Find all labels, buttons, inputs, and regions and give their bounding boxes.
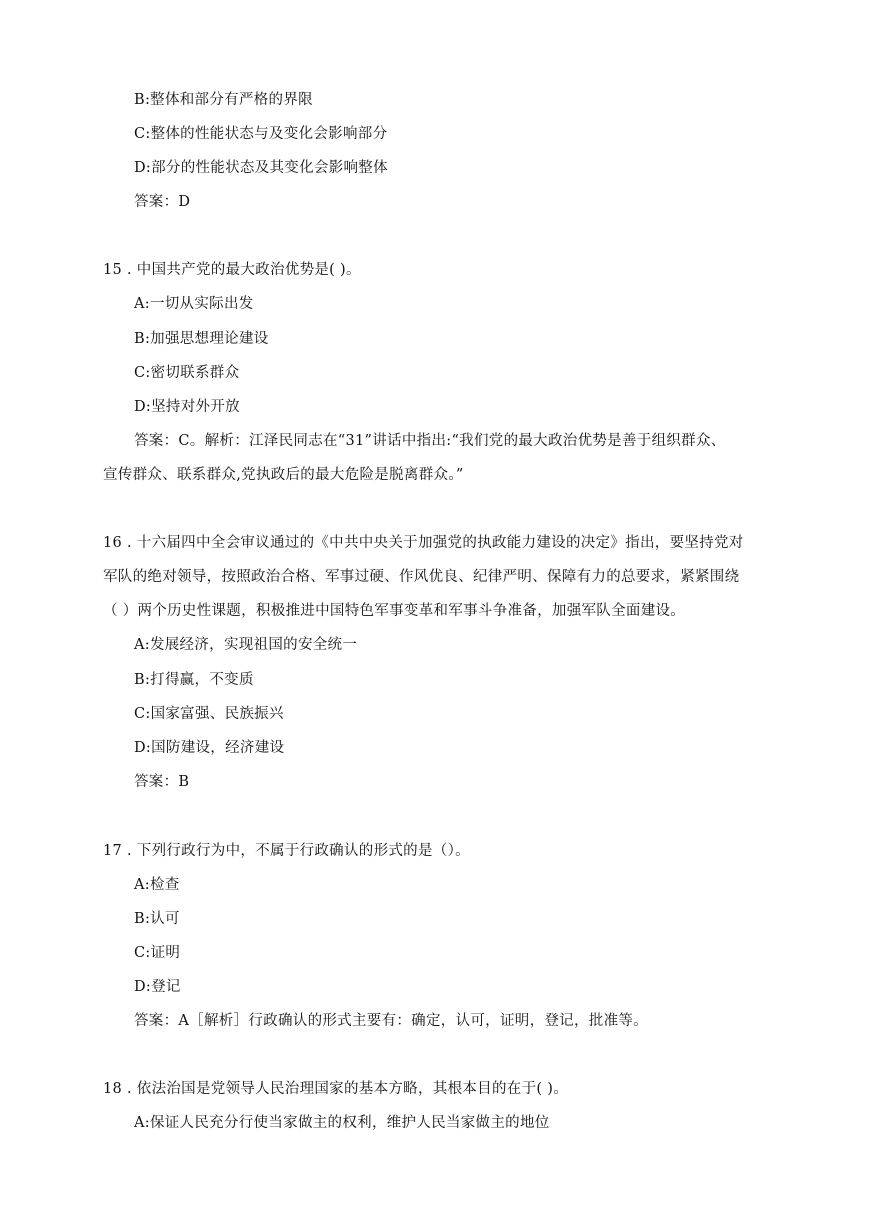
- q16-option-a: A:发展经济，实现祖国的安全统一: [134, 637, 358, 653]
- q16-option-b: B:打得赢，不变质: [134, 672, 254, 688]
- q17-option-c: C:证明: [134, 945, 181, 961]
- q15-option-b: B:加强思想理论建设: [134, 331, 269, 347]
- q18-option-a: A:保证人民充分行使当家做主的权利，维护人民当家做主的地位: [134, 1115, 550, 1131]
- q16-option-d: D:国防建设，经济建设: [134, 740, 285, 756]
- q14-answer: 答案：D: [134, 194, 191, 210]
- q17-option-d: D:登记: [134, 979, 181, 995]
- q16-answer: 答案：B: [134, 774, 190, 790]
- q18-stem: 18 . 依法治国是党领导人民治理国家的基本方略，其根本目的在于( )。: [103, 1081, 568, 1097]
- q17-answer: 答案：A［解析］行政确认的形式主要有：确定，认可，证明，登记，批准等。: [134, 1013, 648, 1029]
- q15-option-a: A:一切从实际出发: [134, 296, 254, 312]
- q17-option-a: A:检查: [134, 877, 180, 893]
- q14-option-c: C:整体的性能状态与及变化会影响部分: [134, 126, 388, 142]
- q15-answer-line1: 答案：C。解析：江泽民同志在“31”讲话中指出:“我们党的最大政治优势是善于组织群众、: [134, 433, 726, 449]
- q15-answer-line2: 宣传群众、联系群众,党执政后的最大危险是脱离群众。”: [103, 467, 464, 483]
- q16-stem-line2: 军队的绝对领导，按照政治合格、军事过硬、作风优良、纪律严明、保障有力的总要求，紧紧围绕: [103, 569, 740, 585]
- q17-stem: 17 . 下列行政行为中，不属于行政确认的形式的是（）。: [103, 843, 470, 859]
- q15-option-d: D:坚持对外开放: [134, 399, 240, 415]
- q14-option-b: B:整体和部分有严格的界限: [134, 92, 313, 108]
- q15-option-c: C:密切联系群众: [134, 365, 240, 381]
- q16-stem-line1: 16 . 十六届四中全会审议通过的《中共中央关于加强党的执政能力建设的决定》指出，要坚持党对: [103, 535, 744, 551]
- q14-option-d: D:部分的性能状态及其变化会影响整体: [134, 160, 388, 176]
- q16-stem-line3: （ ）两个历史性课题，积极推进中国特色军事变革和军事斗争准备，加强军队全面建设。: [103, 603, 686, 619]
- q15-stem: 15 . 中国共产党的最大政治优势是( )。: [103, 262, 361, 278]
- q16-option-c: C:国家富强、民族振兴: [134, 706, 284, 722]
- q17-option-b: B:认可: [134, 911, 180, 927]
